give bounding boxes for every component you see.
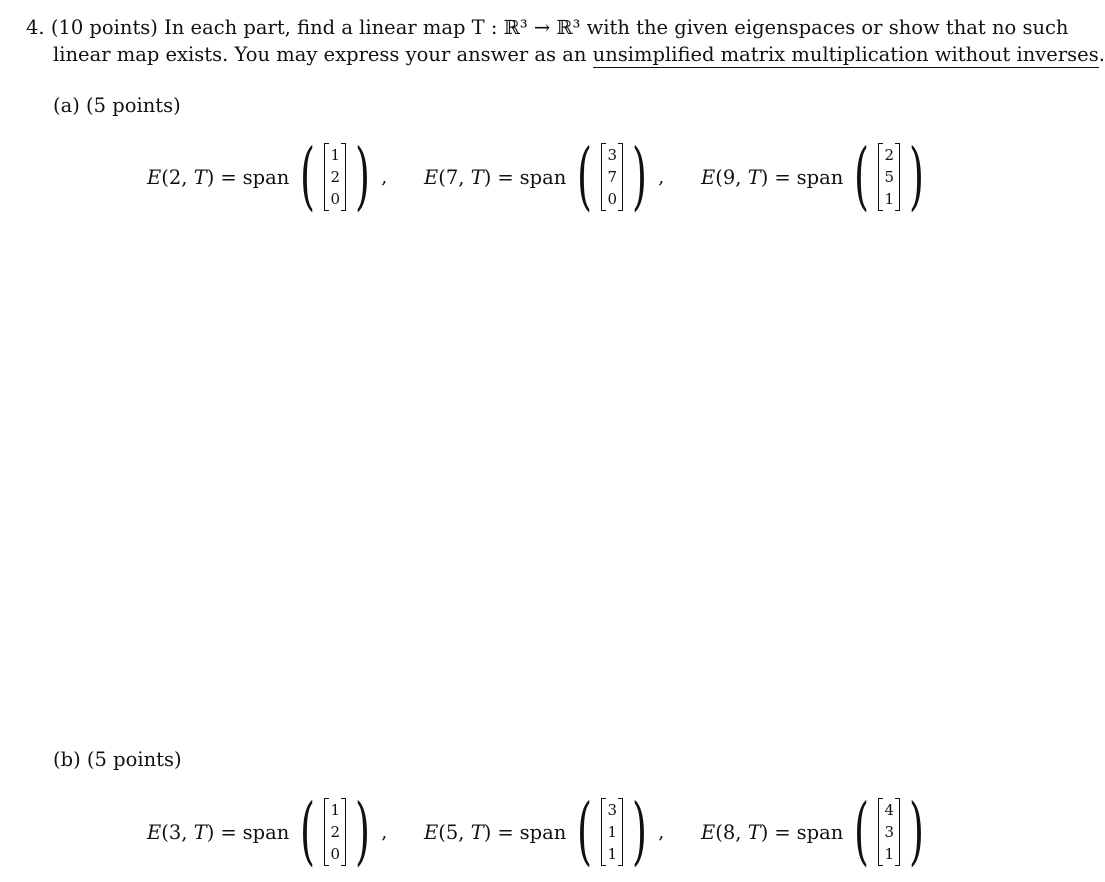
vector-entry: 7 [607, 167, 618, 186]
part-a-label: (a) [53, 94, 80, 117]
vector-entry: 3 [884, 822, 895, 841]
column-vector [324, 143, 346, 211]
part-b-points: (5 points) [86, 748, 182, 771]
period: . [1098, 43, 1105, 66]
problem-number: 4. [26, 16, 45, 39]
vector-entry: 1 [330, 800, 341, 819]
part-b-heading [53, 748, 182, 771]
equals-sign: = [774, 165, 791, 189]
separator-comma: , [658, 821, 665, 843]
vector-entry: 1 [607, 822, 618, 841]
part-a-heading [53, 94, 181, 117]
part-b-eigenspace-3 [701, 789, 929, 875]
vector-entry: 2 [330, 822, 341, 841]
part-a-eigenspace-1 [147, 134, 387, 220]
problem-line-2 [53, 45, 1105, 65]
eigenspace-lhs: E(3, T) [147, 820, 215, 844]
eigenspace-lhs: E(7, T) [424, 165, 492, 189]
vector-entry: 3 [607, 800, 618, 819]
equals-sign: = [497, 165, 514, 189]
part-b-eigenspace-1 [147, 789, 387, 875]
part-a-eigenspace-2 [424, 134, 664, 220]
eigenspace-lhs: E(5, T) [424, 820, 492, 844]
eigenspace-lhs: E(9, T) [701, 165, 769, 189]
eigenspace-lhs: E(2, T) [147, 165, 215, 189]
equals-sign: = [220, 820, 237, 844]
problem-line-1 [26, 18, 1069, 38]
separator-comma: , [381, 821, 388, 843]
span-word: span [796, 165, 844, 189]
span-word: span [242, 820, 290, 844]
vector-entry: 4 [884, 800, 895, 819]
vector-entry: 2 [884, 145, 895, 164]
underlined-instruction: unsimplified matrix multiplication without inverses [592, 43, 1099, 66]
part-b-eigenspace-2 [424, 789, 664, 875]
vector-entry: 1 [330, 145, 341, 164]
separator-comma: , [658, 166, 665, 188]
right-paren: ) [632, 134, 648, 220]
column-vector [878, 798, 900, 866]
left-paren: ( [300, 134, 316, 220]
left-paren: ( [577, 789, 593, 875]
equals-sign: = [220, 165, 237, 189]
vector-entry: 2 [330, 167, 341, 186]
span-word: span [519, 165, 567, 189]
separator-comma: , [381, 166, 388, 188]
right-paren: ) [632, 789, 648, 875]
column-vector [324, 798, 346, 866]
left-paren: ( [854, 134, 870, 220]
part-a-points: (5 points) [86, 94, 181, 117]
span-word: span [242, 165, 290, 189]
right-paren: ) [909, 134, 925, 220]
span-word: span [796, 820, 844, 844]
left-paren: ( [300, 789, 316, 875]
vector-entry: 3 [607, 145, 618, 164]
vector-entry: 1 [884, 189, 895, 208]
vector-entry: 0 [330, 189, 341, 208]
left-paren: ( [577, 134, 593, 220]
right-paren: ) [909, 789, 925, 875]
vector-entry: 1 [884, 844, 895, 863]
column-vector [878, 143, 900, 211]
vector-entry: 0 [607, 189, 618, 208]
span-word: span [519, 820, 567, 844]
vector-entry: 1 [607, 844, 618, 863]
equals-sign: = [497, 820, 514, 844]
column-vector [601, 798, 623, 866]
column-vector [601, 143, 623, 211]
vector-entry: 0 [330, 844, 341, 863]
equals-sign: = [774, 820, 791, 844]
right-paren: ) [355, 789, 371, 875]
eigenspace-lhs: E(8, T) [701, 820, 769, 844]
left-paren: ( [854, 789, 870, 875]
problem-statement-line1: (10 points) In each part, find a linear map T : ℝ³ → ℝ³ with the given eigenspaces or show that no such [50, 16, 1069, 39]
right-paren: ) [355, 134, 371, 220]
vector-entry: 5 [884, 167, 895, 186]
part-a-eigenspace-3 [701, 134, 929, 220]
part-b-label: (b) [53, 748, 81, 771]
problem-statement-line2: linear map exists. You may express your answer as an [53, 43, 587, 66]
